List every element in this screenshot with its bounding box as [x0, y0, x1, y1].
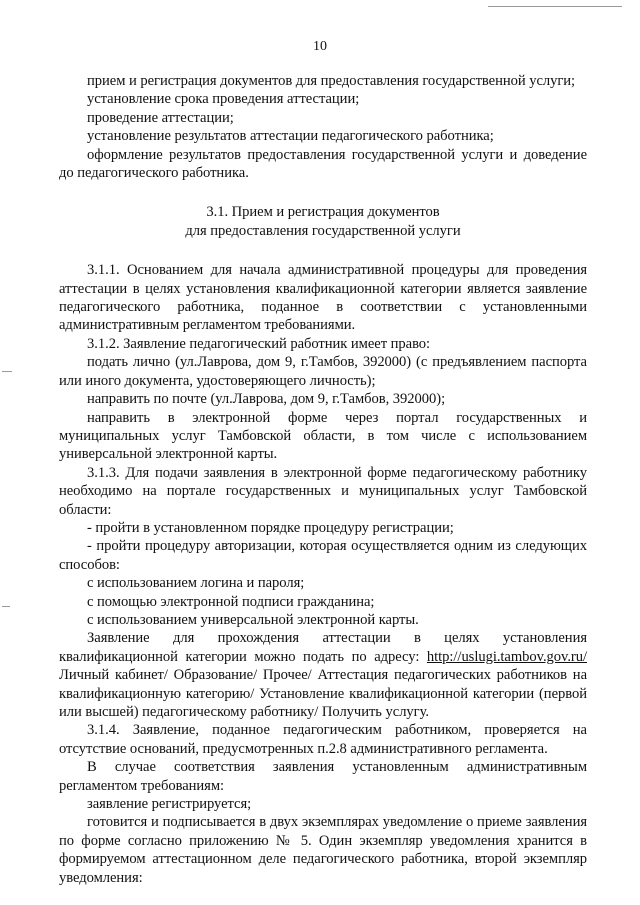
section-heading [59, 203, 587, 240]
scan-mark-left-2 [2, 606, 10, 607]
paragraph-notification: готовится и подписывается в двух экземплярах уведомление о приеме заявления по форме согласно приложению № 5. Один экземпляр уведомления хранится в формируемом аттестационном деле педагогического работника, второй экземпляр уведомления: [59, 814, 587, 886]
paragraph-3-1-1: 3.1.1. Основанием для начала административной процедуры для проведения аттестации в целях установления квалификационной категории является заявление педагогического работника, поданное в соответствии с установленными административным регламентом требованиями. [59, 262, 587, 334]
section-heading-line-1: 3.1. Прием и регистрация документов [206, 204, 440, 221]
paragraph-login: с использованием логина и пароля; [87, 575, 305, 592]
document-body [59, 72, 587, 887]
intro-item-4: установление результатов аттестации педагогического работника; [87, 128, 494, 145]
paragraph-by-mail: направить по почте (ул.Лаврова, дом 9, г.Тамбов, 392000); [87, 391, 446, 408]
paragraph-register: - пройти в установленном порядке процедуру регистрации; [87, 519, 454, 536]
paragraph-3-1-3: 3.1.3. Для подачи заявления в электронной форме педагогическому работнику необходимо на портале государственных и муниципальных услуг Тамбовской области: [59, 464, 587, 518]
paragraph-compliance: В случае соответствия заявления установленным административным регламентом требованиям: [59, 759, 587, 794]
paragraph-address-path: Личный кабинет/ Образование/ Прочее/ Аттестация педагогических работников на квалификационную категорию/ Установление квалификационной категории (первой или высшей) педагогическому работнику/ Получить услугу. [59, 667, 587, 720]
paragraph-3-1-2: 3.1.2. Заявление педагогический работник имеет право: [87, 335, 431, 352]
paragraph-electronic: направить в электронной форме через портал государственных и муниципальных услуг Тамбовской области, в том числе с использованием универсальной электронной карты. [59, 409, 587, 463]
intro-item-3: проведение аттестации; [87, 109, 234, 126]
paragraph-address-text: Заявление для прохождения аттестации в целях установления квалификационной категории можно подать по адресу: [59, 630, 587, 665]
paragraph-registered: заявление регистрируется; [87, 796, 252, 813]
portal-link[interactable]: http://uslugi.tambov.gov.ru/ [426, 648, 587, 665]
intro-item-1: прием и регистрация документов для предоставления государственной услуги; [87, 73, 576, 89]
paragraph-signature: с помощью электронной подписи гражданина; [87, 593, 375, 610]
intro-item-5: оформление результатов предоставления государственной услуги и доведение до педагогического работника. [59, 146, 587, 182]
section-heading-line-2: для предоставления государственной услуги [185, 222, 461, 239]
paragraph-address [59, 629, 587, 721]
paragraph-authorize: - пройти процедуру авторизации, которая осуществляется одним из следующих способов: [59, 538, 587, 573]
page-number: 10 [313, 39, 327, 54]
scan-mark-top-right [488, 6, 622, 7]
paragraph-submit-in-person: подать лично (ул.Лаврова, дом 9, г.Тамбов, 392000) (с предъявлением паспорта или иного документа, удостоверяющего личность); [59, 354, 587, 389]
intro-item-2: установление срока проведения аттестации; [87, 91, 360, 108]
scan-mark-left-1 [2, 371, 12, 372]
paragraph-3-1-4: 3.1.4. Заявление, поданное педагогическим работником, проверяется на отсутствие оснований, предусмотренных п.2.8 административного регламента. [59, 722, 587, 757]
paragraph-card: с использованием универсальной электронной карты. [87, 611, 419, 628]
